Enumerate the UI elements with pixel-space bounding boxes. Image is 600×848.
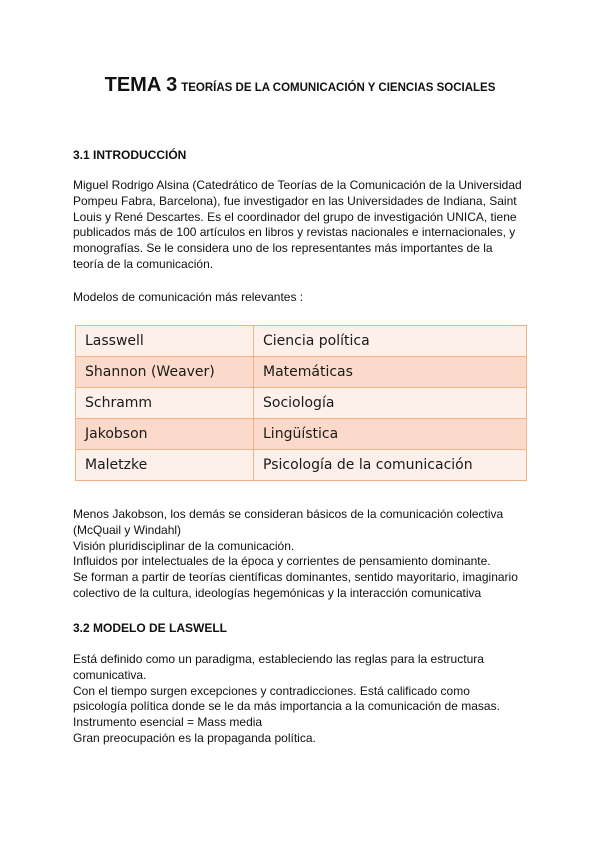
text-line: Miguel Rodrigo Alsina (Catedrático de Teorías de la Comunicación de la Universidad [73,178,522,192]
text-line: Instrumento esencial = Mass media [73,715,263,730]
models-intro: Modelos de comunicación más relevantes : [73,290,304,304]
models-table [75,325,527,481]
text-line: publicados más de 100 artículos en libros y revistas nacionales e internacionales, y [73,225,516,240]
text-line: (McQuail y Windahl) [73,522,182,537]
text-line: Está definido como un paradigma, estableciendo las reglas para la estructura [73,652,484,666]
text-line: colectivo de la cultura, ideologías hegemónicas y la interacción comunicativa [73,585,482,600]
author-cell: Schramm [76,388,254,419]
text-line: Louis y René Descartes. Es el coordinador del grupo de investigación UNICA, tiene [73,209,517,224]
author-cell: Shannon (Weaver) [76,357,254,388]
text-line: Visión pluridisciplinar de la comunicación. [73,538,295,553]
table-row [76,388,527,419]
title-number: TEMA 3 [104,74,178,96]
discipline-cell: Ciencia política [254,326,527,357]
text-line: teoría de la comunicación. [73,256,214,271]
text-line: monografías. Se le considera uno de los representantes más importantes de la [73,241,493,256]
author-cell: Maletzke [76,450,254,481]
discipline-cell: Lingüística [254,419,527,450]
intro-paragraph [73,178,522,273]
text-line: Influidos por intelectuales de la época y corrientes de pensamiento dominante. [73,554,491,569]
author-cell: Lasswell [76,326,254,357]
table-row [76,450,527,481]
discipline-cell: Matemáticas [254,357,527,388]
table-row [76,357,527,388]
text-line: Gran preocupación es la propaganda política. [73,730,316,745]
text-line: Menos Jakobson, los demás se consideran básicos de la comunicación colectiva [73,507,504,521]
document-title [0,74,600,97]
after-table-paragraph [73,507,518,602]
discipline-cell: Psicología de la comunicación [254,450,527,481]
text-line: Pompeu Fabra, Barcelona), fue investigador en las Universidades de Indiana, Saint [73,193,517,208]
table-row [76,419,527,450]
text-line: comunicativa. [73,667,147,682]
section-heading-laswell: 3.2 MODELO DE LASWELL [73,621,228,635]
discipline-cell: Sociología [254,388,527,419]
text-line: psicología política donde se le da más importancia a la comunicación de masas. [73,699,500,714]
author-cell: Jakobson [76,419,254,450]
laswell-paragraph [73,652,500,747]
text-line: Se forman a partir de teorías científicas dominantes, sentido mayoritario, imaginario [73,570,518,585]
section-heading-introduccion: 3.1 INTRODUCCIÓN [73,148,187,162]
table-row [76,326,527,357]
title-subtitle: TEORÍAS DE LA COMUNICACIÓN Y CIENCIAS SOCIALES [181,82,496,94]
text-line: Con el tiempo surgen excepciones y contradicciones. Está calificado como [73,683,470,698]
